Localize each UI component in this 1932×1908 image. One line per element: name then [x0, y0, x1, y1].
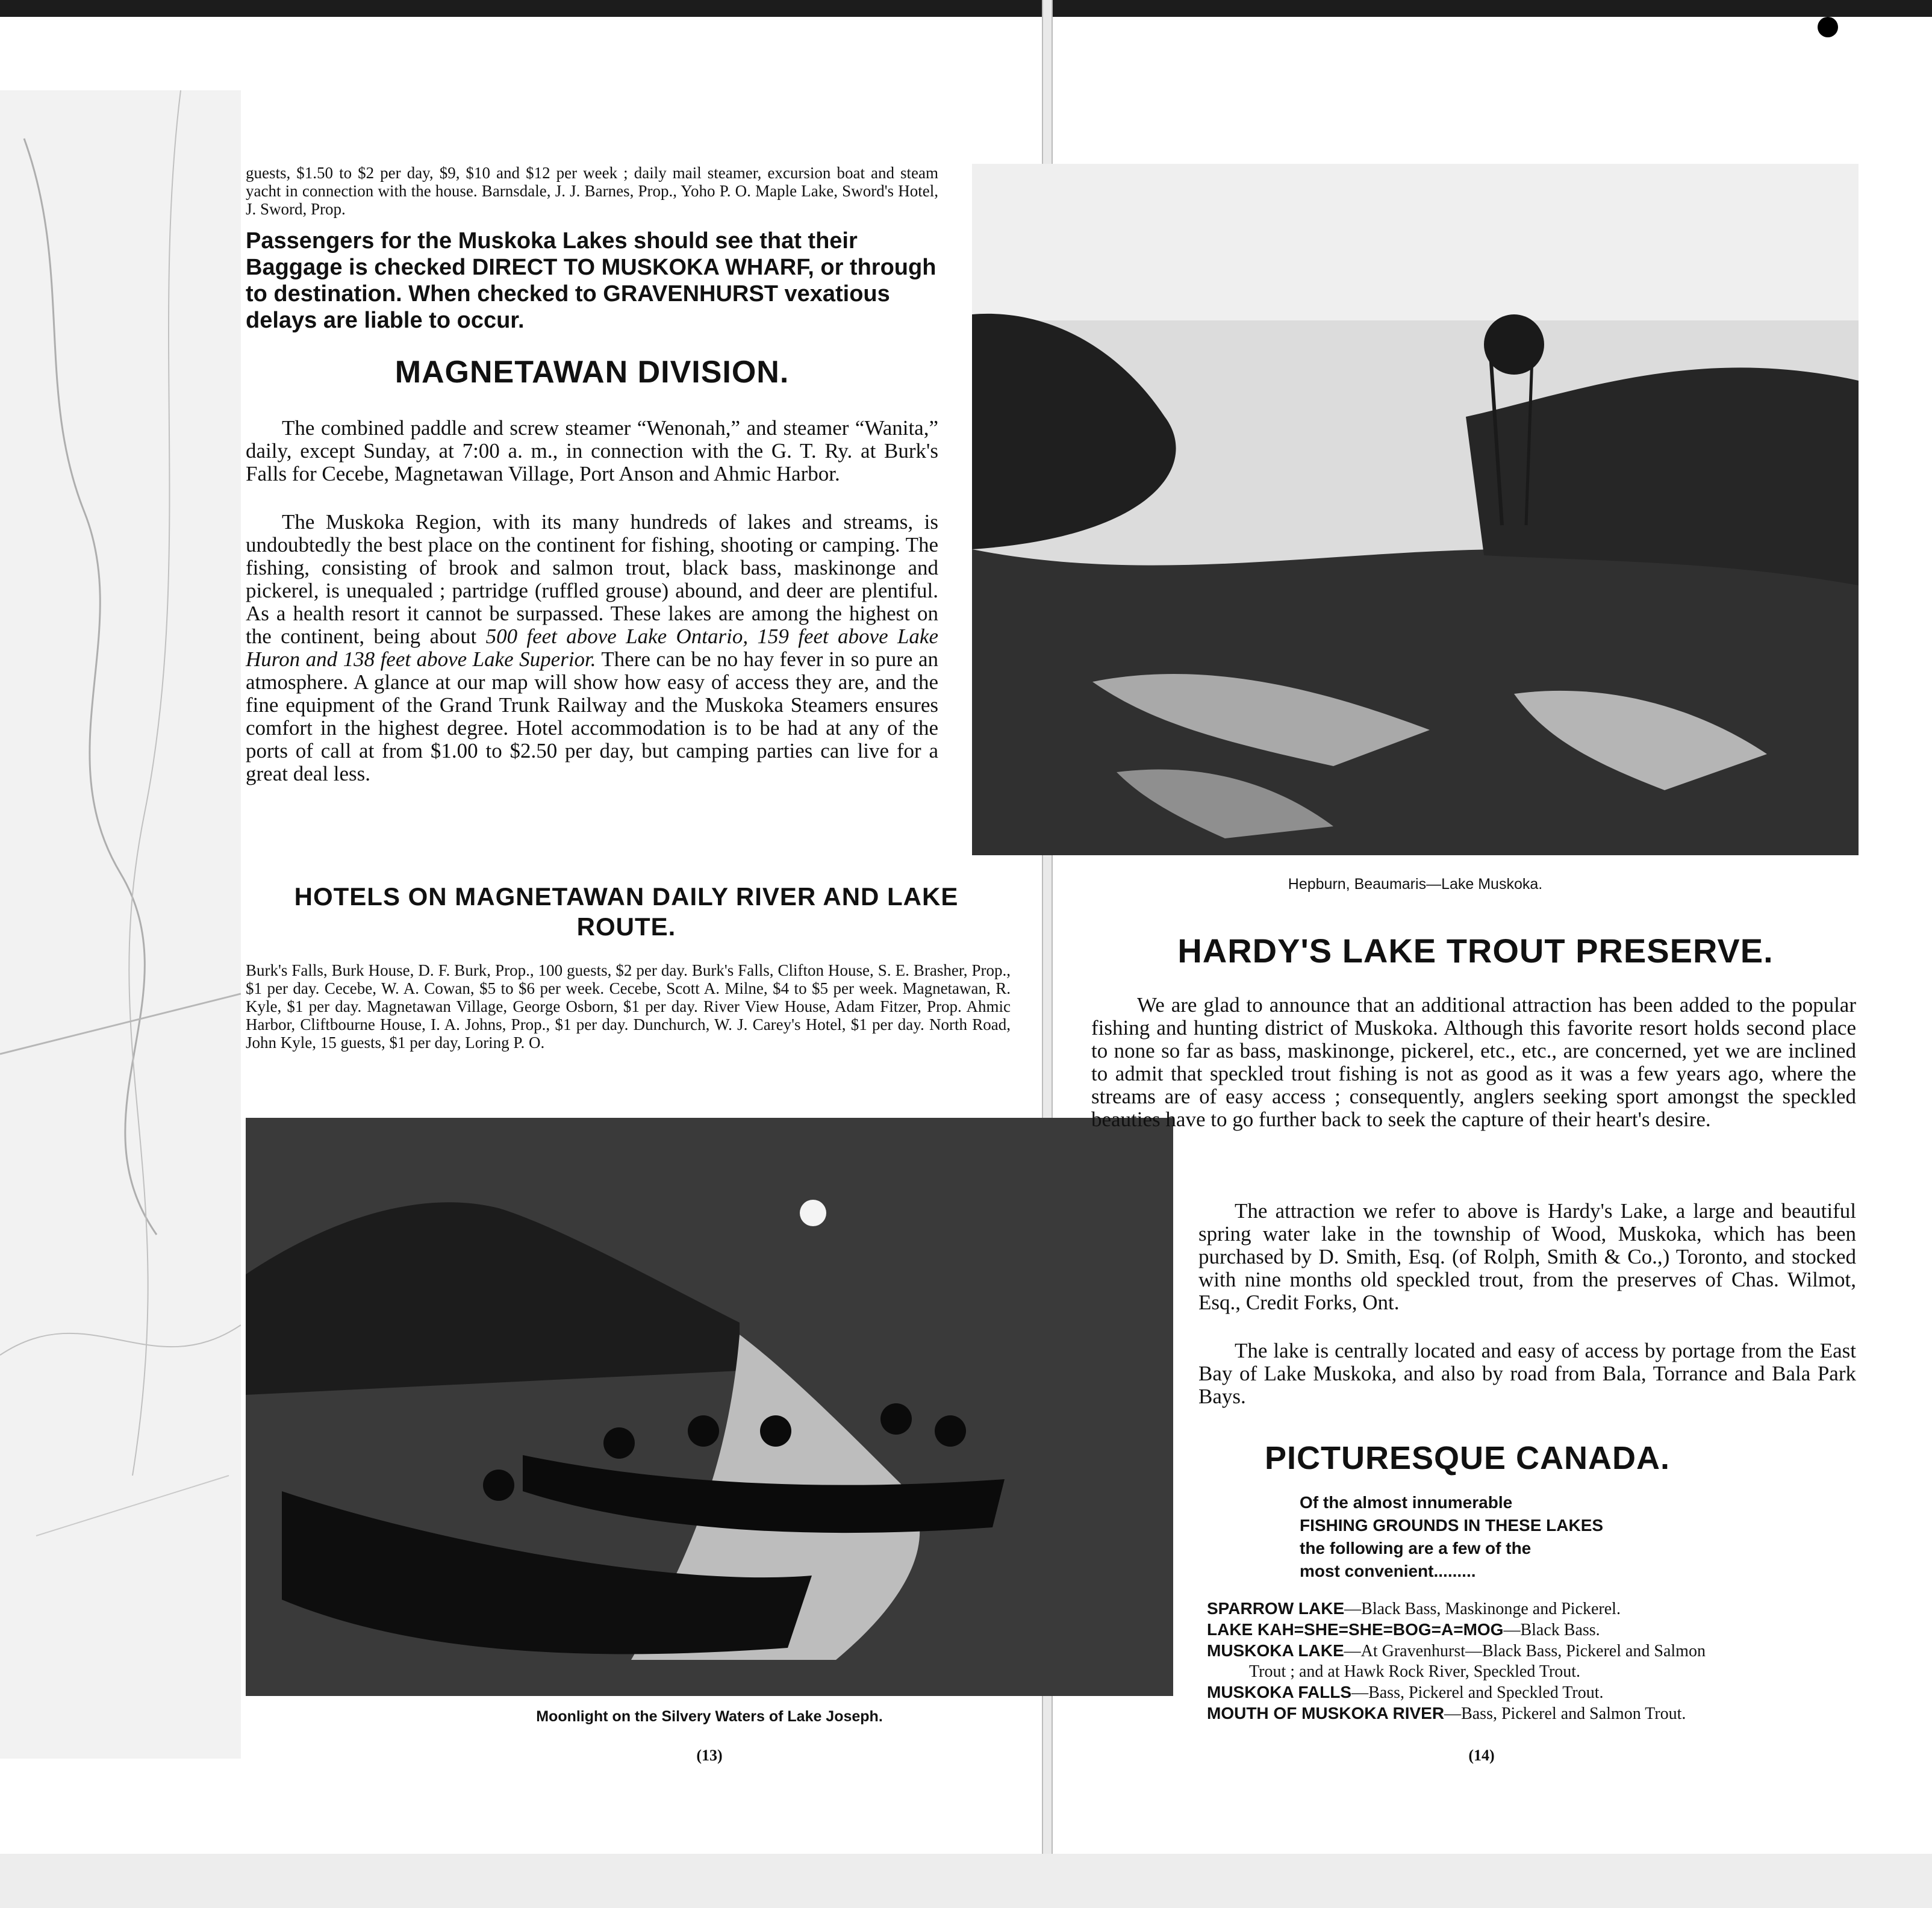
fishing-ground-name: MOUTH OF MUSKOKA RIVER: [1207, 1704, 1445, 1722]
hotel-listing-continued: guests, $1.50 to $2 per day, $9, $10 and $12 per week ; daily mail steamer, excursion boat and steam yacht in connection with the house. Barnsdale, J. J. Barnes, Prop., Yoho P. O. Maple Lake, Sword's Hotel, J. Sword, Prop.: [246, 164, 938, 218]
fishing-ground-desc: —Black Bass.: [1503, 1621, 1600, 1639]
fishing-intro-line: most convenient.........: [1300, 1562, 1476, 1580]
moonlight-lake-joseph-photo: [246, 1118, 1173, 1696]
hardys-lake-paragraph-3: The lake is centrally located and easy of access by portage from the East Bay of Lake Muskoka, and also by road from Bala, Torrance and Bala Park Bays.: [1198, 1339, 1856, 1408]
list-item: [1207, 1703, 1869, 1724]
page-number-14: (14): [1468, 1747, 1495, 1764]
list-item: [1207, 1598, 1869, 1620]
hardys-lake-title: HARDY'S LAKE TROUT PRESERVE.: [1177, 932, 1774, 970]
fishing-intro-line: FISHING GROUNDS IN THESE LAKES: [1300, 1516, 1604, 1535]
fishing-ground-name: LAKE KAH=SHE=SHE=BOG=A=MOG: [1207, 1620, 1504, 1639]
muskoka-region-text-start: The Muskoka Region, with its many hundreds of lakes and streams, is undoubtedly the best place on the continent for fishing, shooting or camping. The fishing, consisting of brook and salmon trout, black bass, maskinonge and pickerel, is unequaled ; partridge (ruffled grouse) abound, and deer are plentiful. As a health resort it cannot be surpassed. These lakes are among the highest on the continent, being about: [246, 510, 938, 648]
elevation-note: 500 feet above Lake Ontario, 159 feet above Lake Huron and 138 feet above Lake Superior.: [246, 625, 938, 671]
scan-top-edge: [0, 0, 1932, 17]
page-number-13: (13): [696, 1747, 723, 1764]
list-item: [1207, 1620, 1869, 1641]
fishing-intro-line: Of the almost innumerable: [1300, 1493, 1513, 1512]
hepburn-beaumaris-photo: [972, 164, 1859, 855]
list-item-continued: Trout ; and at Hawk Rock River, Speckled Trout.: [1249, 1662, 1581, 1681]
fishing-ground-name: MUSKOKA FALLS: [1207, 1683, 1352, 1701]
moonlight-caption: Moonlight on the Silvery Waters of Lake Joseph.: [536, 1708, 883, 1725]
hotels-magnetawan-title: HOTELS ON MAGNETAWAN DAILY RIVER AND LAKE ROUTE.: [294, 882, 959, 941]
fishing-grounds-list: [1207, 1598, 1869, 1724]
map-fragment: [0, 90, 241, 1759]
hepburn-caption: Hepburn, Beaumaris—Lake Muskoka.: [1288, 876, 1543, 893]
fishing-ground-name: MUSKOKA LAKE: [1207, 1641, 1344, 1660]
fishing-ground-name: SPARROW LAKE: [1207, 1599, 1345, 1618]
fishing-ground-desc: —At Gravenhurst—Black Bass, Pickerel and Salmon: [1344, 1642, 1706, 1660]
list-item: [1207, 1641, 1869, 1662]
magnetawan-steamer-paragraph: The combined paddle and screw steamer “Wenonah,” and steamer “Wanita,” daily, except Sunday, at 7:00 a. m., in connection with the G. T. Ry. at Burk's Falls for Cecebe, Magnetawan Village, Port Anson and Ahmic Harbor.: [246, 416, 938, 485]
hardys-lake-paragraph-1: We are glad to announce that an additional attraction has been added to the popular fishing and hunting district of Muskoka. Although this favorite resort holds second place to none so far as bass, maskinonge, pickerel, etc., etc., are concerned, yet we are inclined to admit that speckled trout fishing is not as good as it was a few years ago, where the streams are of easy access ; consequently, anglers seeking sport amongst the speckled beauties have to go further back to seek the capture of their heart's desire.: [1091, 993, 1856, 1131]
muskoka-region-paragraph: [246, 511, 938, 785]
scan-bottom-edge: [0, 1854, 1932, 1908]
binding-hole: [1818, 17, 1838, 37]
hotels-magnetawan-listing: Burk's Falls, Burk House, D. F. Burk, Prop., 100 guests, $2 per day. Burk's Falls, Clifton House, S. E. Brasher, Prop., $1 per day. Cecebe, W. A. Cowan, $5 to $6 per week. Cecebe, Scott A. Milne, $4 to $5 per week. Magnetawan, R. Kyle, $1 per day. Magnetawan Village, George Osborn, $1 per day. River View House, Adam Fitzer, Prop. Ahmic Harbor, Cliftbourne House, I. A. Johns, Prop., $1 per day. Dunchurch, W. J. Carey's Hotel, $1 per day. North Road, John Kyle, 15 guests, $1 per day, Loring P. O.: [246, 961, 1011, 1052]
baggage-notice: Passengers for the Muskoka Lakes should see that their Baggage is checked DIRECT TO MUSKOKA WHARF, or through to destination. When checked to GRAVENHURST vexatious delays are liable to occur.: [246, 228, 936, 333]
magnetawan-division-title: MAGNETAWAN DIVISION.: [394, 355, 790, 390]
fishing-ground-desc: —Bass, Pickerel and Speckled Trout.: [1351, 1683, 1604, 1702]
fishing-intro-line: the following are a few of the: [1300, 1539, 1532, 1557]
picturesque-canada-title: PICTURESQUE CANADA.: [1265, 1440, 1671, 1476]
hardys-lake-paragraph-2: The attraction we refer to above is Hardy's Lake, a large and beautiful spring water lake in the township of Wood, Muskoka, which has been purchased by D. Smith, Esq. (of Rolph, Smith & Co.,) Toronto, and stocked with nine months old speckled trout, from the preserves of Chas. Wilmot, Esq., Credit Forks, Ont.: [1198, 1199, 1856, 1314]
fishing-ground-desc: —Black Bass, Maskinonge and Pickerel.: [1344, 1600, 1621, 1618]
fishing-ground-desc: —Bass, Pickerel and Salmon Trout.: [1444, 1704, 1686, 1723]
list-item: [1207, 1682, 1869, 1703]
fishing-grounds-intro: [1300, 1491, 1842, 1583]
muskoka-region-text-end: There can be no hay fever in so pure an atmosphere. A glance at our map will show how easy of access they are, and the fine equipment of the Grand Trunk Railway and the Muskoka Steamers ensures comfort in the highest degree. Hotel accommodation is to be had at any of the ports of call at from $1.00 to $2.50 per day, but camping parties can live for a great deal less.: [246, 647, 938, 785]
